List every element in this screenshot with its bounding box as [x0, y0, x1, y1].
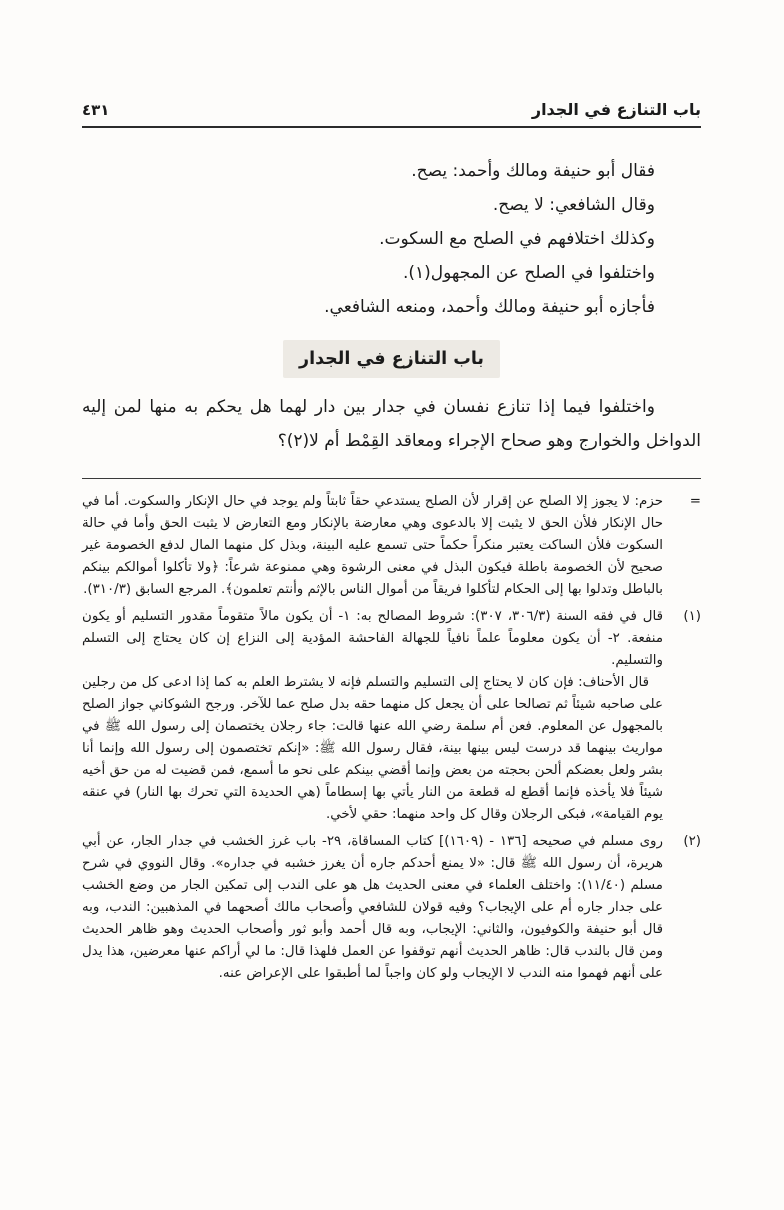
footnotes-section [82, 491, 701, 985]
footnote-paragraph: روى مسلم في صحيحه [١٣٦ - (١٦٠٩)] كتاب المساقاة، ٢٩- باب غرز الخشب في جدار الجار، عن أبي هريرة، أن رسول الله ﷺ قال: «لا يمنع أحدكم جاره أن يغرز خشبه في جداره». وقال النووي في شرح مسلم (١١/٤٠): واختلف العلماء في معنى الحديث هل هو على الندب إلى تمكين الجار من وضع الخشب على جدار جاره أم على الإيجاب؟ وفيه قولان للشافعي وأصحاب مالك أصحهما في المذهبين: الندب، وبه قال أبو حنيفة والكوفيون، والثاني: الإيجاب، وبه قال أحمد وأبو ثور وأصحاب الحديث وهو ظاهر الحديث ومن قال بالندب قال: ظاهر الحديث أنهم توقفوا عن العمل فلهذا قال: ما لي أراكم عنها معرضين، هذا يدل على أنهم فهموا منه الندب لا الإيجاب ولو كان واجباً لما أطبقوا على الإعراض عنه. [82, 834, 663, 981]
body-line: وقال الشافعي: لا يصح. [492, 195, 655, 215]
body-line: فأجازه أبو حنيفة ومالك وأحمد، ومنعه الشافعي. [324, 297, 655, 317]
body-line: واختلفوا في الصلح عن المجهول(١). [402, 263, 655, 283]
body-line: فقال أبو حنيفة ومالك وأحمد: يصح. [411, 161, 655, 181]
footnote-continuation-marker: = [689, 494, 701, 509]
footnote-paragraph: قال في فقه السنة (٣٠٦/٣، ٣٠٧): شروط المصالح به: ١- أن يكون مالاً متقوماً مقدور التسليم أو يكون منفعة. ٢- أن يكون معلوماً علماً نافياً للجهالة الفاحشة المؤدية إلى النزاع إن كان يحتاج إلى التسلم والتسليم. [82, 609, 663, 668]
footnote-2-marker: (٢) [683, 834, 701, 849]
page-content [82, 100, 701, 990]
footnote-1-text [82, 606, 663, 826]
body-line: وكذلك اختلافهم في الصلح مع السكوت. [379, 229, 655, 249]
chapter-heading-text: باب التنازع في الجدار [283, 340, 500, 378]
footnote-continuation [82, 491, 701, 601]
footnote-paragraph: حزم: لا يجوز إلا الصلح عن إقرار لأن الصلح يستدعي حقاً ثابتاً ولم يوجد في حال الإنكار والسكوت. أما في حال الإنكار فلأن الحق لا يثبت إلا بالدعوى وهي معارضة بالإنكار ومع التعارض لا يثبت الحق وأما في حالة السكوت فلأن الساكت يعتبر منكراً حكماً حتى تسمع عليه البينة، وبذل كل منهما المال لدفع الخصومة غير صحيح لأن الخصومة باطلة فيكون البذل في معنى الرشوة وهي ممنوعة شرعاً: ﴿ولا تأكلوا أموالكم بينكم بالباطل وتدلوا بها إلى الحكام لتأكلوا فريقاً من أموال الناس بالإثم وأنتم تعلمون﴾. المرجع السابق (٣١٠/٣). [82, 494, 663, 597]
body-paragraph: واختلفوا فيما إذا تنازع نفسان في جدار بين دار لهما هل يحكم به منها لمن إليه الدواخل والخوارج وهو صحاح الإجراء ومعاقد القِمْط أم لا(٢)؟ [82, 397, 701, 451]
page-header [82, 100, 701, 128]
footnote-1 [82, 606, 701, 826]
footnote-2 [82, 831, 701, 985]
chapter-heading [82, 340, 701, 378]
footnote-separator [82, 478, 701, 479]
footnote-1-marker: (١) [683, 609, 701, 624]
page-number: ٤٣١ [82, 101, 110, 119]
running-head-title: باب التنازع في الجدار [531, 100, 701, 119]
footnote-continuation-text [82, 491, 663, 601]
footnote-2-text [82, 831, 663, 985]
footnote-paragraph: قال الأحناف: فإن كان لا يحتاج إلى التسليم والتسلم فإنه لا يشترط العلم به كما إذا ادعى كل من رجلين على صاحبه شيئاً ثم تصالحا على أن يجعل كل منهما حقه بدل صلح عما للآخر. ورجح الشوكاني جواز الصلح بالمجهول عن المعلوم. فعن أم سلمة رضي الله عنها قالت: جاء رجلان يختصمان إلى رسول الله ﷺ في مواريث بينهما قد درست ليس بينها بينة، فقال رسول الله ﷺ: «إنكم تختصمون إلى رسول الله وإنما أنا بشر ولعل بعضكم ألحن بحجته من بعض وإنما أقضي بينكم على نحو ما أسمع، فمن قضيت له من حق أخيه شيئاً فلا يأخذه فإنما أقطع له قطعة من النار يأتي بها إسطاماً (هي الحديدة التي تحرك بها النار) في عنقه يوم القيامة»، فبكى الرجلان وقال كل واحد منهما: حقي لأخي. [82, 675, 663, 822]
main-text [82, 154, 701, 458]
